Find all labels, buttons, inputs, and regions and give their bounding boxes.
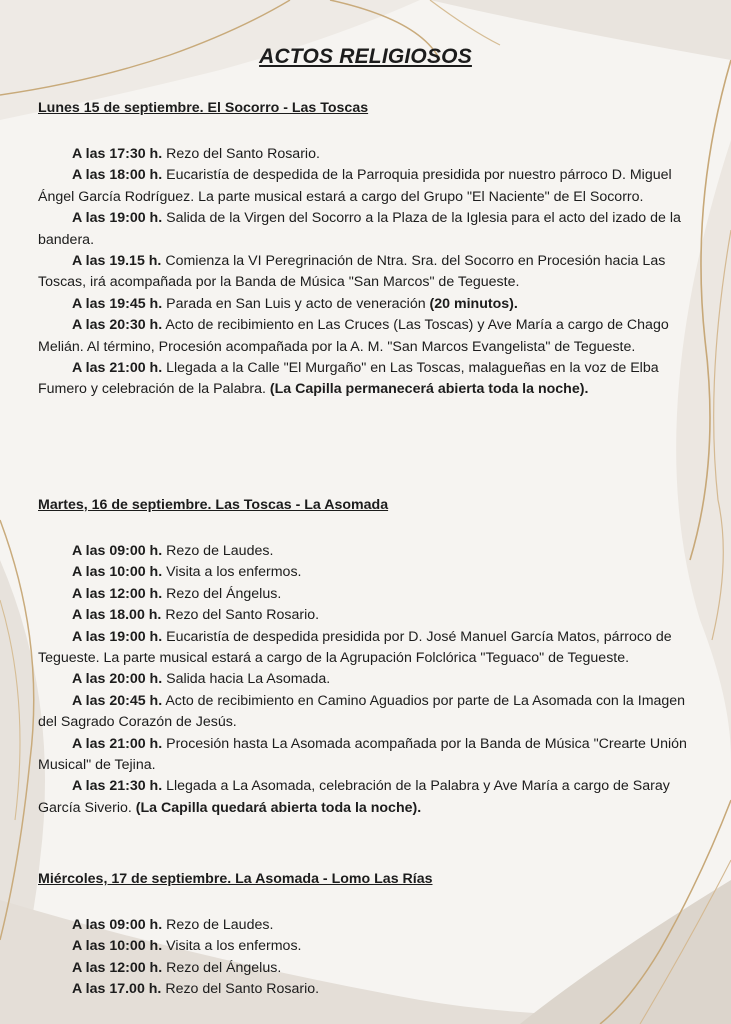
schedule-entry: A las 19.15 h. Comienza la VI Peregrinación de Ntra. Sra. del Socorro en Procesión hacia Las Toscas, irá acompañada por la Banda de Música "San Marcos" de Tegueste. [38, 253, 666, 291]
section-wednesday [38, 869, 698, 1001]
schedule-entry: A las 10:00 h. Visita a los enfermos. [72, 564, 302, 581]
schedule-entry: A las 17:30 h. Rezo del Santo Rosario. [72, 146, 320, 162]
schedule-entry: A las 20:45 h. Acto de recibimiento en Camino Aguadios por parte de La Asomada con la Imagen del Sagrado Corazón de Jesús. [38, 692, 686, 731]
schedule-entry: A las 10:00 h. Visita a los enfermos. [72, 938, 302, 955]
schedule-entry: A las 20:00 h. Salida hacia La Asomada. [72, 671, 331, 688]
schedule-entry: A las 20:30 h. Acto de recibimiento en Las Cruces (Las Toscas) y Ave María a cargo de Chago Melián. Al término, Procesión acompañada por la A. M. "San Marcos Evangelista" de Tegueste. [38, 317, 669, 355]
schedule-entry: A las 18:00 h. Eucaristía de despedida de la Parroquia presidida por nuestro párroco D. Miguel Ángel García Rodríguez. La parte musical estará a cargo del Grupo "El Naciente" de El Socorro. [38, 167, 672, 205]
section-monday [38, 98, 698, 401]
schedule-entry: A las 12:00 h. Rezo del Ángelus. [72, 959, 282, 976]
schedule-entry: A las 21:00 h. Procesión hasta La Asomada acompañada por la Banda de Música "Crearte Unión Musical" de Tejina. [38, 735, 687, 774]
schedule-entry: A las 09:00 h. Rezo de Laudes. [72, 543, 274, 559]
schedule-entry: A las 18.00 h. Rezo del Santo Rosario. [72, 607, 320, 624]
schedule-entry: A las 21:00 h. Llegada a la Calle "El Murgaño" en Las Toscas, malagueñas en la voz de Elba Fumero y celebración de la Palabra. (La Capilla permanecerá abierta toda la noche). [38, 360, 659, 398]
section-heading: Lunes 15 de septiembre. El Socorro - Las Toscas [38, 100, 369, 116]
section-heading: Martes, 16 de septiembre. Las Toscas - La Asomada [38, 497, 389, 513]
schedule-entry: A las 21:30 h. Llegada a La Asomada, celebración de la Palabra y Ave María a cargo de Saray García Siverio. (La Capilla quedará abierta toda la noche). [38, 778, 670, 816]
schedule-entry: A las 17.00 h. Rezo del Santo Rosario. [72, 981, 320, 998]
schedule-entry: A las 19:00 h. Salida de la Virgen del Socorro a la Plaza de la Iglesia para el acto del izado de la bandera. [38, 210, 681, 248]
schedule-entry: A las 09:00 h. Rezo de Laudes. [72, 917, 274, 933]
section-tuesday [38, 495, 698, 819]
schedule-entry: A las 19:00 h. Eucaristía de despedida presidida por D. José Manuel García Matos, párroco de Tegueste. La parte musical estará a cargo de la Agrupación Folclórica "Teguaco" de Tegueste. [38, 628, 672, 667]
section-heading: Miércoles, 17 de septiembre. La Asomada - Lomo Las Rías [38, 871, 433, 887]
document-title: ACTOS RELIGIOSOS [259, 45, 472, 68]
schedule-entry: A las 19:45 h. Parada en San Luis y acto de veneración (20 minutos). [72, 295, 518, 312]
schedule-entry: A las 12:00 h. Rezo del Ángelus. [72, 585, 282, 602]
